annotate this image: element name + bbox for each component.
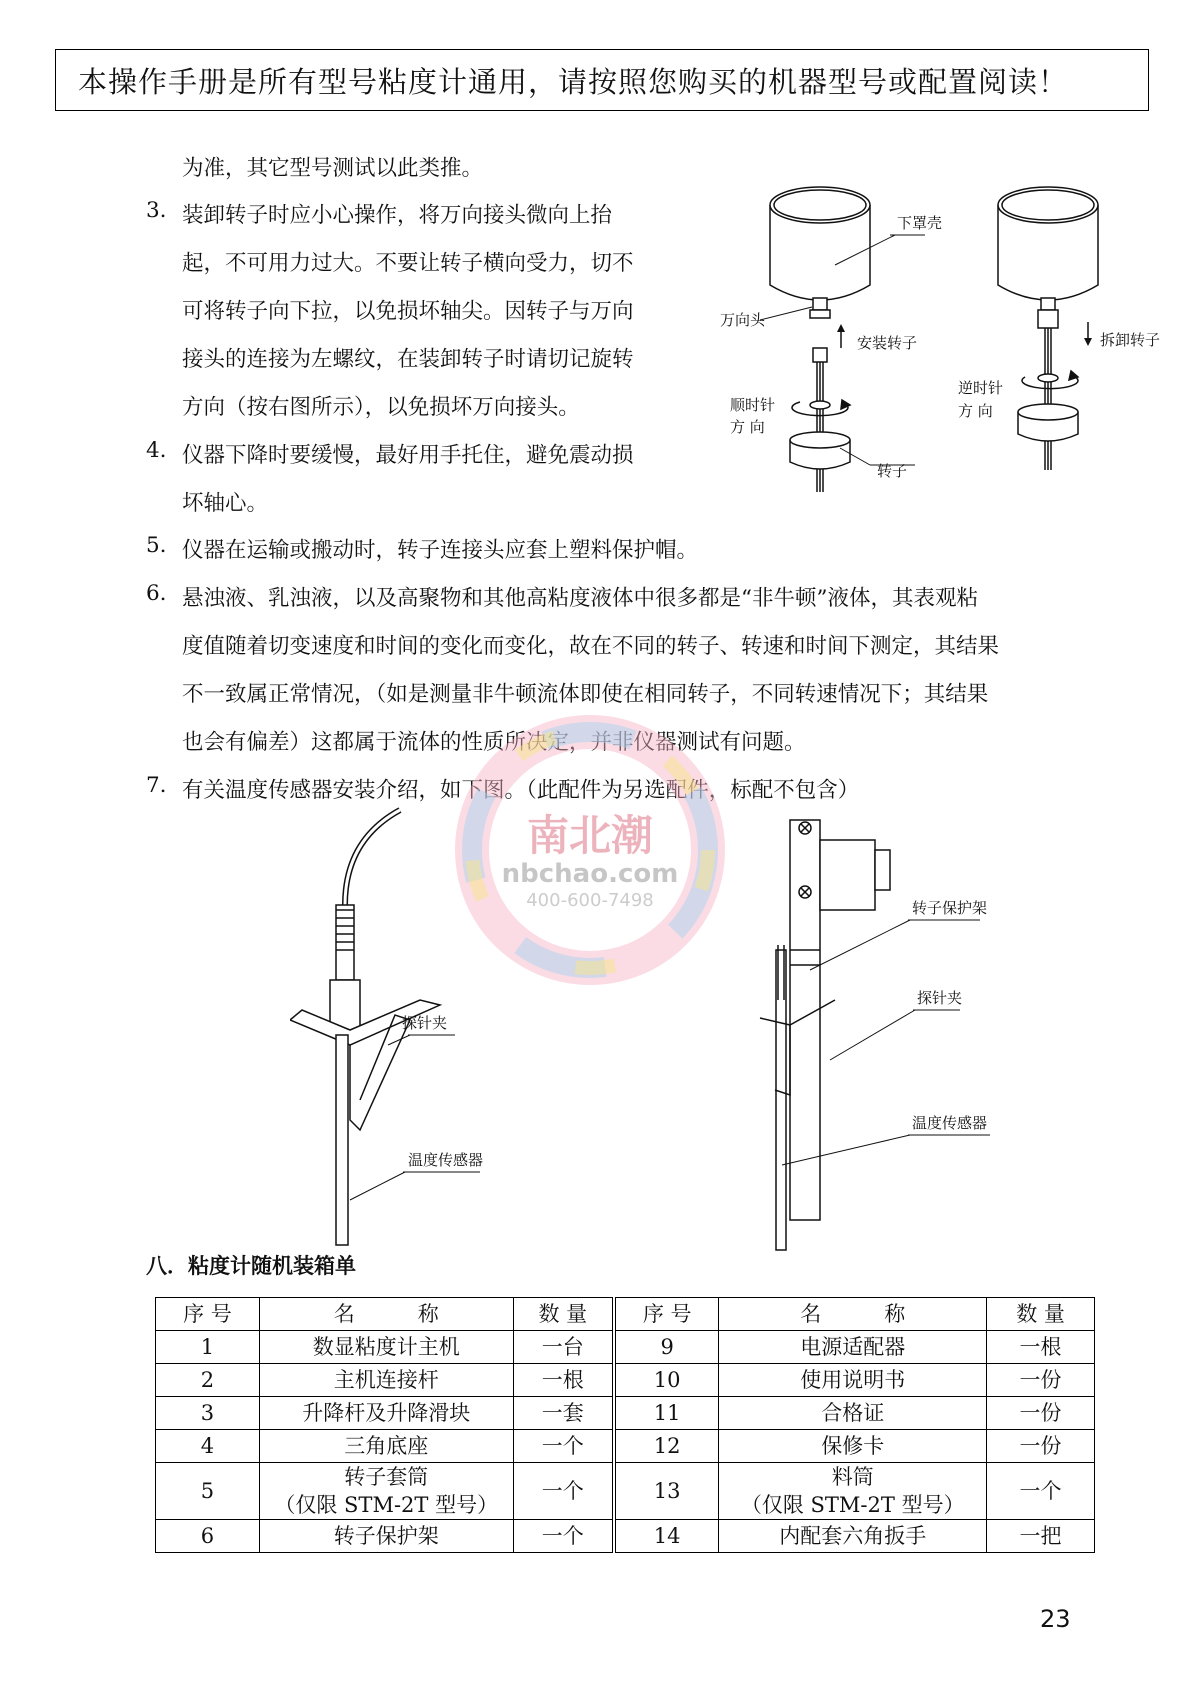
item-3-line: 方向（按右图所示），以免损坏万向接头。: [182, 395, 580, 420]
table-cell: 三角底座: [259, 1430, 513, 1463]
table-cell: 11: [614, 1397, 719, 1430]
label-clip-left: 探针夹: [402, 1014, 448, 1032]
item-4-line: 仪器下降时要缓慢，最好用手托住，避免震动损: [182, 443, 634, 468]
table-cell: 一个: [513, 1463, 614, 1520]
watermark-site: nbchao.com: [501, 859, 679, 889]
rotor-left: [790, 348, 850, 492]
table-cell: 电源适配器: [719, 1331, 987, 1364]
label-clip-right: 探针夹: [917, 989, 963, 1007]
packing-list-table: [155, 1297, 1095, 1553]
continued-text: 为准，其它型号测试以此类推。: [182, 156, 484, 181]
table-cell: 内配套六角扳手: [719, 1520, 987, 1553]
table-row: [156, 1397, 1095, 1430]
label-cw-2: 方 向: [730, 418, 765, 436]
rotor-install-figure: [720, 180, 1180, 510]
table-cell: 主机连接杆: [259, 1364, 513, 1397]
table-cell: 转子保护架: [259, 1520, 513, 1553]
table-cell: 一根: [513, 1364, 614, 1397]
table-cell: 12: [614, 1430, 719, 1463]
table-header-row: [156, 1298, 1095, 1331]
label-ccw-2: 方 向: [958, 402, 993, 420]
table-cell: 数显粘度计主机: [259, 1331, 513, 1364]
table-cell: 1: [156, 1331, 260, 1364]
header-cell: 数 量: [513, 1298, 614, 1331]
watermark-phone: 400-600-7498: [526, 890, 654, 911]
page-number: 23: [1040, 1605, 1071, 1633]
item-6-number: 6.: [146, 581, 167, 606]
table-row: [156, 1331, 1095, 1364]
table-cell: 9: [614, 1331, 719, 1364]
item-6-line: 也会有偏差）这都属于流体的性质所决定，并非仪器测试有问题。: [182, 730, 806, 755]
rotor-guard-assembly: [760, 820, 890, 1250]
table-cell: 一台: [513, 1331, 614, 1364]
item-5-number: 5.: [146, 533, 167, 558]
cover-left: [770, 187, 870, 318]
cover-right: [998, 187, 1098, 328]
label-remove: 拆卸转子: [1100, 331, 1161, 349]
item-7-number: 7.: [146, 773, 167, 798]
table-cell: 升降杆及升降滑块: [259, 1397, 513, 1430]
header-cell: 名 称: [719, 1298, 987, 1331]
item-6-line: 不一致属正常情况，（如是测量非牛顿流体即使在相同转子，不同转速情况下；其结果: [182, 682, 989, 707]
table-cell: 5: [156, 1463, 260, 1520]
table-cell: 使用说明书: [719, 1364, 987, 1397]
table-cell: 一个: [513, 1520, 614, 1553]
table-row: [156, 1364, 1095, 1397]
table-cell: 一个: [987, 1463, 1095, 1520]
table-cell: 一份: [987, 1430, 1095, 1463]
table-cell: 13: [614, 1463, 719, 1520]
table-cell: 保修卡: [719, 1430, 987, 1463]
label-sensor-left: 温度传感器: [408, 1151, 484, 1169]
item-7-line: 有关温度传感器安装介绍，如下图。（此配件为另选配件，标配不包含）: [182, 778, 860, 803]
label-sensor-right: 温度传感器: [912, 1114, 988, 1132]
table-cell: 一根: [987, 1331, 1095, 1364]
table-cell: 一把: [987, 1520, 1095, 1553]
header-cell: 序 号: [614, 1298, 719, 1331]
label-install: 安装转子: [857, 334, 918, 352]
table-cell: 一个: [513, 1430, 614, 1463]
label-joint: 万向头: [720, 311, 766, 329]
item-5-line: 仪器在运输或搬动时，转子连接头应套上塑料保护帽。: [182, 538, 699, 563]
table-cell: 2: [156, 1364, 260, 1397]
item-3-number: 3.: [146, 198, 167, 223]
item-6-line: 度值随着切变速度和时间的变化而变化，故在不同的转子、转速和时间下测定，其结果: [182, 634, 1000, 659]
table-row: [156, 1430, 1095, 1463]
sensor-install-figure: [290, 800, 1050, 1260]
table-cell: 6: [156, 1520, 260, 1553]
table-cell: 14: [614, 1520, 719, 1553]
table-cell: 10: [614, 1364, 719, 1397]
watermark-brand: 南北潮: [526, 811, 654, 860]
label-ccw-1: 逆时针: [958, 379, 1004, 397]
table-cell: 3: [156, 1397, 260, 1430]
item-3-line: 装卸转子时应小心操作，将万向接头微向上抬: [182, 203, 613, 228]
item-3-line: 接头的连接为左螺纹，在装卸转子时请切记旋转: [182, 347, 634, 372]
manual-notice-banner: 本操作手册是所有型号粘度计通用，请按照您购买的机器型号或配置阅读！: [55, 49, 1149, 111]
table-cell: 一份: [987, 1397, 1095, 1430]
table-cell: 料筒 （仅限 STM-2T 型号）: [719, 1463, 987, 1520]
table-cell: 4: [156, 1430, 260, 1463]
table-row: [156, 1463, 1095, 1520]
header-cell: 数 量: [987, 1298, 1095, 1331]
item-4-number: 4.: [146, 438, 167, 463]
label-cover: 下罩壳: [897, 214, 943, 232]
header-cell: 序 号: [156, 1298, 260, 1331]
header-cell: 名 称: [259, 1298, 513, 1331]
label-guard: 转子保护架: [912, 899, 988, 917]
table-cell: 转子套筒 （仅限 STM-2T 型号）: [259, 1463, 513, 1520]
item-3-line: 起，不可用力过大。不要让转子横向受力，切不: [182, 251, 634, 276]
table-cell: 合格证: [719, 1397, 987, 1430]
item-4-line: 坏轴心。: [182, 491, 269, 516]
table-cell: 一套: [513, 1397, 614, 1430]
item-6-line: 悬浊液、乳浊液，以及高聚物和其他高粘度液体中很多都是“非牛顿”液体，其表观粘: [182, 586, 978, 611]
table-cell: 一份: [987, 1364, 1095, 1397]
packing-list-title: 八．粘度计随机装箱单: [146, 1254, 356, 1278]
rotor-right: [1018, 328, 1078, 470]
label-cw-1: 顺时针: [730, 396, 776, 414]
item-3-line: 可将转子向下拉，以免损坏轴尖。因转子与万向: [182, 299, 634, 324]
label-rotor: 转子: [877, 462, 908, 480]
table-row: [156, 1520, 1095, 1553]
